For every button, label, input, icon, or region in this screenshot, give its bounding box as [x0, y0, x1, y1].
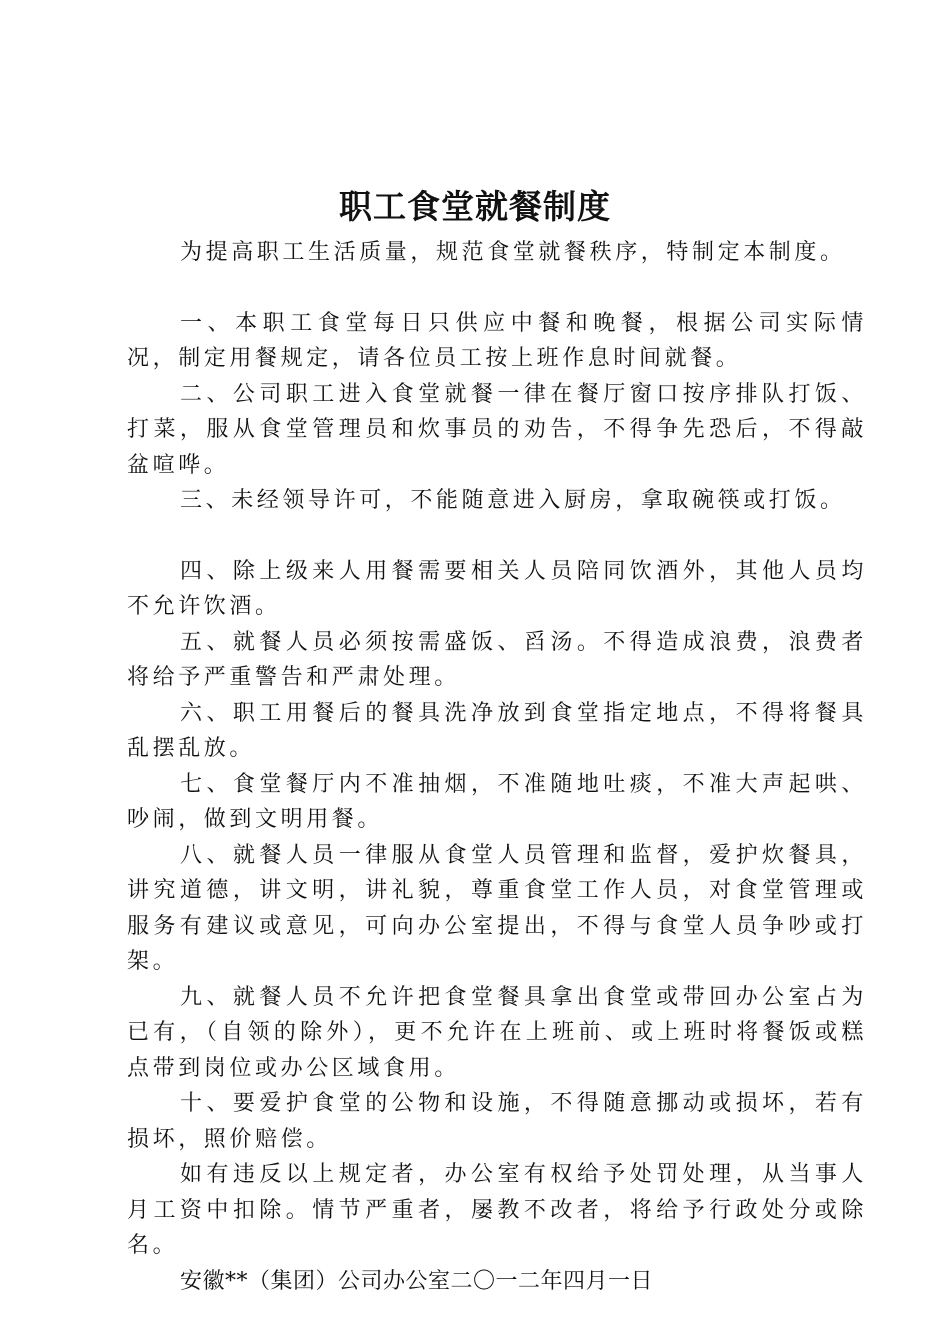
signature-line: 安徽**（集团）公司办公室二〇一二年四月一日	[180, 1268, 654, 1294]
rule-paragraph-3: 三、未经领导许可，不能随意进入厨房，拿取碗筷或打饭。	[180, 488, 846, 513]
intro-paragraph: 为提高职工生活质量，规范食堂就餐秩序，特制定本制度。	[180, 240, 846, 265]
rule-paragraph-1: 一、本职工食堂每日只供应中餐和晚餐，根据公司实际情况，制定用餐规定，请各位员工按上班作息时间就餐。	[127, 310, 867, 371]
document-body	[127, 235, 867, 1299]
rule-paragraph-7: 七、食堂餐厅内不准抽烟，不准随地吐痰，不准大声起哄、吵闹，做到文明用餐。	[127, 771, 867, 832]
document-title: 职工食堂就餐制度	[339, 187, 611, 226]
rule-paragraph-5: 五、就餐人员必须按需盛饭、舀汤。不得造成浪费，浪费者将给予严重警告和严肃处理。	[127, 629, 867, 690]
rule-paragraph-6: 六、职工用餐后的餐具洗净放到食堂指定地点，不得将餐具乱摆乱放。	[127, 700, 867, 761]
rule-paragraph-10: 十、要爱护食堂的公物和设施，不得随意挪动或损坏，若有损坏，照价赔偿。	[127, 1091, 867, 1152]
rule-paragraph-4: 四、除上级来人用餐需要相关人员陪同饮酒外，其他人员均不允许饮酒。	[127, 558, 867, 619]
rule-paragraph-2: 二、公司职工进入食堂就餐一律在餐厅窗口按序排队打饭、打菜，服从食堂管理员和炊事员的劝告，不得争先恐后，不得敲盆喧哗。	[127, 381, 867, 478]
rule-paragraph-8: 八、就餐人员一律服从食堂人员管理和监督，爱护炊餐具，讲究道德，讲文明，讲礼貌，尊重食堂工作人员，对食堂管理或服务有建议或意见，可向办公室提出，不得与食堂人员争吵或打架。	[127, 842, 867, 974]
penalty-paragraph: 如有违反以上规定者，办公室有权给予处罚处理，从当事人月工资中扣除。情节严重者，屡教不改者，将给予行政处分或除名。	[127, 1162, 867, 1258]
rule-paragraph-9: 九、就餐人员不允许把食堂餐具拿出食堂或带回办公室占为已有，（自领的除外），更不允许在上班前、或上班时将餐饭或糕点带到岗位或办公区域食用。	[127, 984, 867, 1081]
